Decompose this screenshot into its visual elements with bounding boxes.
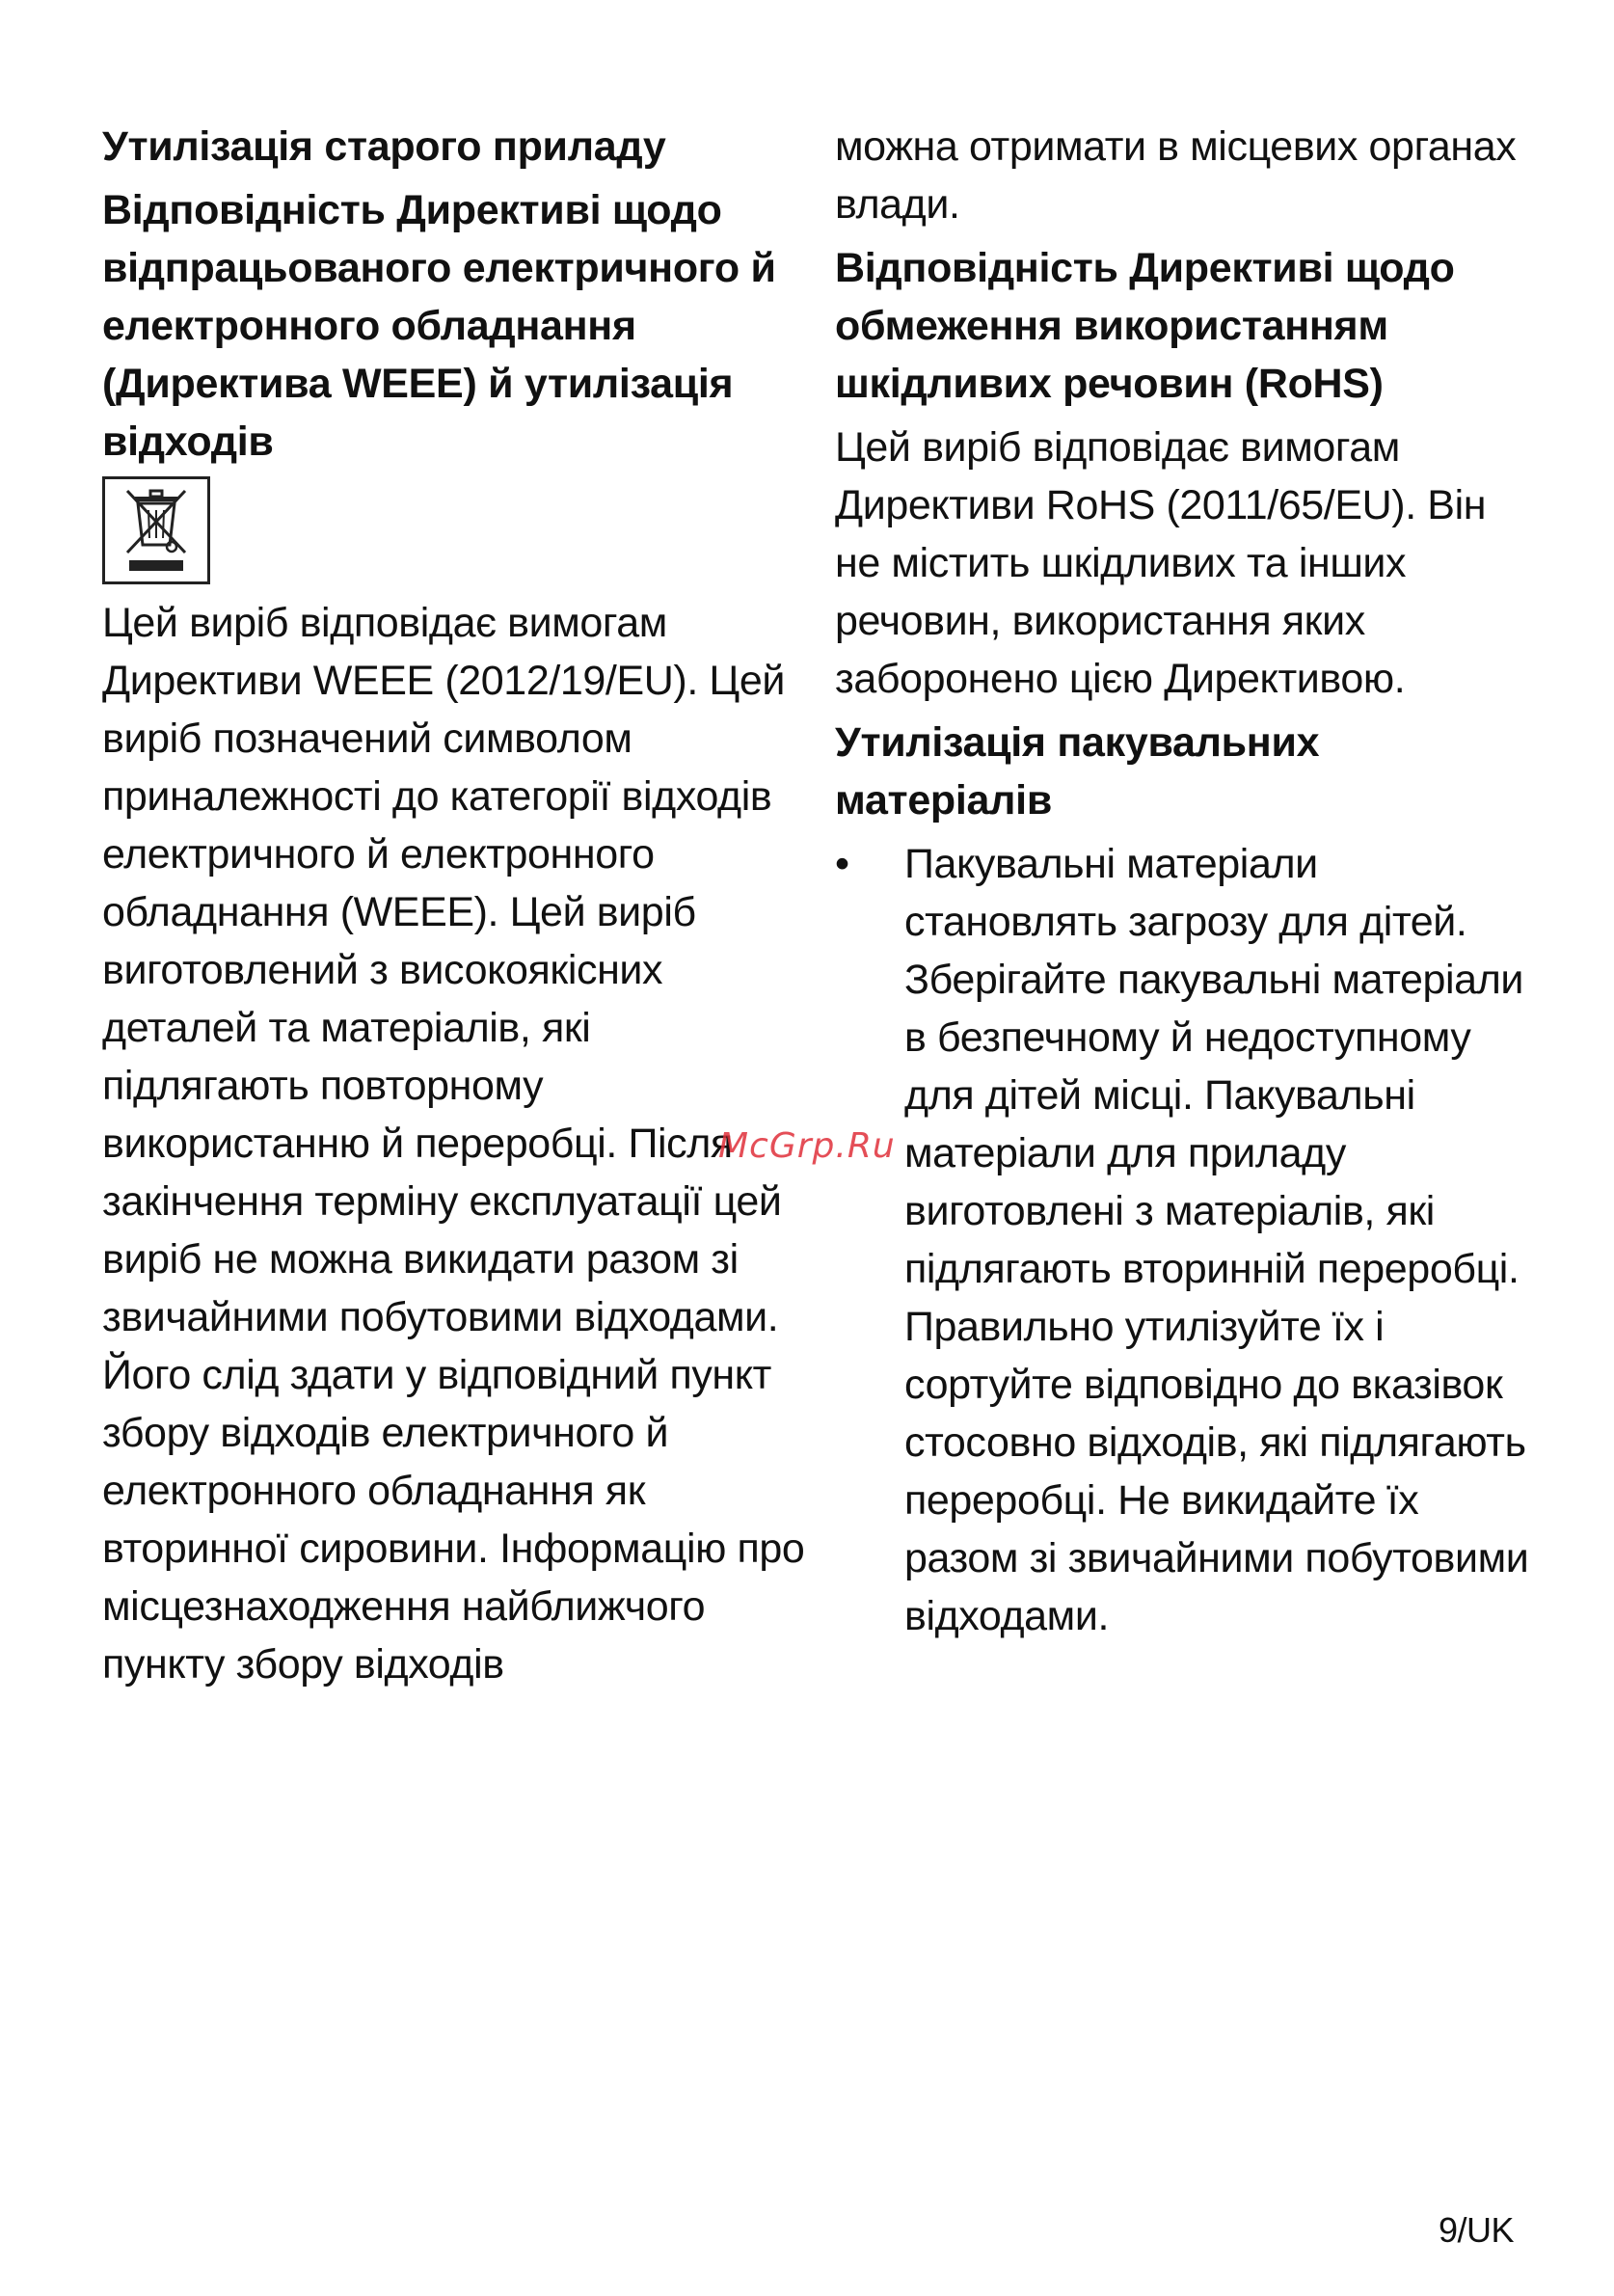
heading-packaging: Утилізація пакувальних матеріалів bbox=[835, 719, 1320, 824]
right-column bbox=[835, 118, 1529, 1645]
packaging-bullet-text: Пакувальні матеріали становлять загрозу для дітей. Зберігайте пакувальні матеріали в безпечному й недоступному для дітей місці. Пакувальні матеріали для приладу виготовлені з матеріалів, які підлягають вторинній переробці. Правильно утилізуйте їх і сортуйте відповідно до вказівок стосовно відходів, які підлягають переробці. Не викидайте їх разом зі звичайними побутовими відходами. bbox=[904, 841, 1529, 1639]
weee-paragraph-continued: можна отримати в місцевих органах влади. bbox=[835, 123, 1517, 228]
watermark: McGrp.Ru bbox=[718, 1126, 896, 1166]
rohs-paragraph: Цей виріб відповідає вимогам Директиви RoHS (2011/65/EU). Він не містить шкідливих та інших речовин, використання яких заборонено цією Директивою. bbox=[835, 424, 1487, 702]
page-number: 9/UK bbox=[1438, 2210, 1514, 2250]
weee-paragraph: Цей виріб відповідає вимогам Директиви WEEE (2012/19/EU). Цей виріб позначений символом приналежності до категорії відходів електричного й електронного обладнання (WEEE). Цей виріб виготовлений з високоякісних деталей та матеріалів, які підлягають повторному використанню й переробці. Після закінчення терміну експлуатації цей виріб не можна викидати разом зі звичайними побутовими відходами. Його слід здати у відповідний пункт збору відходів електричного й електронного обладнання як вторинної сировини. Інформацію про місцезнаходження найближчого пункту збору відходів bbox=[102, 600, 805, 1688]
list-item bbox=[835, 835, 1529, 1645]
bullet-icon: • bbox=[835, 841, 850, 887]
heading-weee: Відповідність Директиві щодо відпрацьованого електричного й електронного обладнання (Директива WEEE) й утилізація відходів bbox=[102, 187, 776, 465]
crossed-out-wheelie-bin-icon bbox=[118, 485, 195, 576]
left-column bbox=[102, 118, 806, 1693]
weee-symbol bbox=[102, 476, 210, 584]
heading-disposal: Утилізація старого приладу bbox=[102, 123, 666, 170]
heading-rohs: Відповідність Директиві щодо обмеження використанням шкідливих речовин (RoHS) bbox=[835, 245, 1455, 407]
